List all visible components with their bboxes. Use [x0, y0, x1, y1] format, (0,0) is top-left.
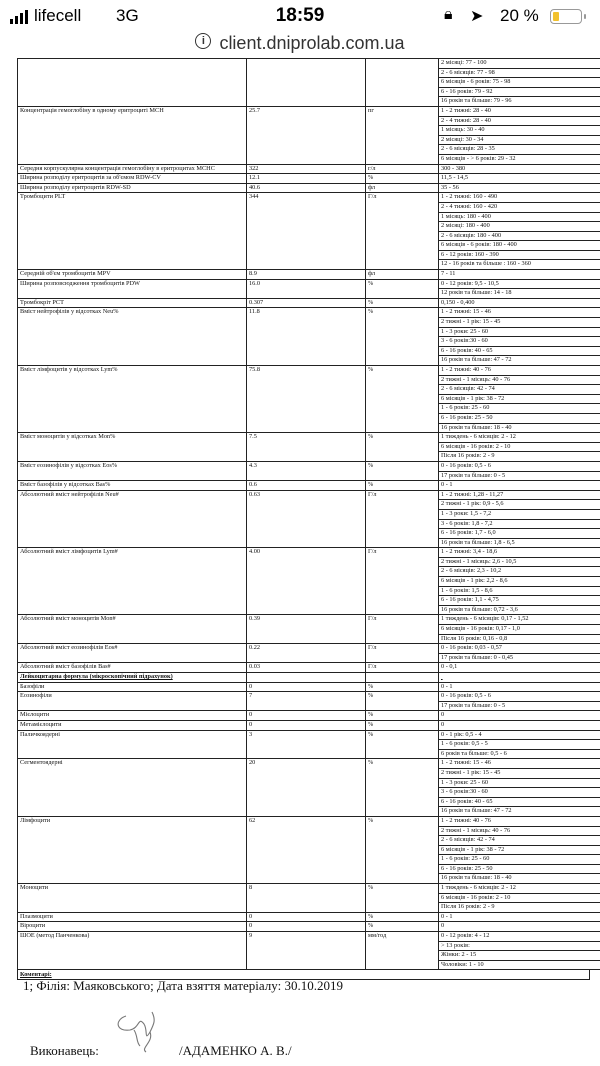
test-name: Абсолютний вміст лімфоцитів Lym#: [18, 548, 247, 615]
reference-line: 2 тижні - 1 місяць: 40 - 76: [439, 826, 600, 836]
test-unit: %: [366, 461, 439, 480]
test-unit: %: [366, 816, 439, 883]
test-unit: %: [366, 174, 439, 184]
reference-line: 6 місяців - 16 років: 0,17 - 1,0: [439, 624, 600, 634]
reference-line: Жінки: 2 - 15: [439, 950, 600, 960]
test-unit: %: [366, 720, 439, 730]
reference-line: 16 років та більше: 18 - 40: [439, 423, 600, 433]
test-unit: Г/л: [366, 644, 439, 663]
test-name: Плазмоцити: [18, 912, 247, 922]
test-value: 0.03: [247, 663, 366, 673]
reference-line: 2 місяці: 180 - 400: [439, 221, 600, 231]
reference-range: [439, 174, 600, 184]
reference-range: [439, 711, 600, 721]
table-row: [18, 720, 600, 730]
table-row: [18, 279, 600, 298]
table-row: [18, 730, 600, 759]
test-value: 3: [247, 730, 366, 759]
test-name: Середній об'єм тромбоцитів MPV: [18, 270, 247, 280]
reference-line: 0 - 0,1: [441, 663, 458, 671]
table-row: [18, 816, 600, 883]
reference-line: 1 - 6 років: 1,5 - 8,6: [439, 586, 600, 596]
reference-line: 1 - 6 років: 0,5 - 5: [439, 739, 600, 749]
reference-line: 1 - 2 тижні: 15 - 46: [441, 759, 491, 767]
test-unit: фл: [366, 183, 439, 193]
test-value: 16.0: [247, 279, 366, 298]
test-unit: %: [366, 730, 439, 759]
status-bar: [0, 0, 600, 32]
test-name: Вміст лімфоцитів у відсотках Lym%: [18, 366, 247, 433]
test-name: Абсолютний вміст базофілів Bas#: [18, 663, 247, 673]
test-name: Моноцити: [18, 884, 247, 913]
test-value: 11.8: [247, 308, 366, 366]
reference-line: 6 місяців - 16 років: 2 - 10: [439, 893, 600, 903]
reference-line: 6 - 16 років: 1,1 - 4,75: [439, 595, 600, 605]
reference-line: 6 - 16 років: 25 - 50: [439, 864, 600, 874]
test-value: 0: [247, 922, 366, 932]
reference-range: [439, 183, 600, 193]
test-unit: Г/л: [366, 663, 439, 673]
test-value: 7: [247, 692, 366, 711]
reference-range: [439, 682, 600, 692]
test-unit: %: [366, 692, 439, 711]
reference-line: 6 - 16 років: 40 - 65: [439, 346, 600, 356]
reference-line: 0 - 16 років: 0,5 - 6: [441, 692, 491, 700]
reference-line: 2 місяці: 77 - 100: [441, 59, 487, 66]
test-name: Абсолютний вміст моноцитів Mon#: [18, 615, 247, 644]
test-value: 75.8: [247, 366, 366, 433]
test-name: Сегментоядерні: [18, 759, 247, 817]
reference-line: 1 - 2 тижні: 15 - 46: [441, 308, 491, 316]
test-name: Середня корпускулярна концентрація гемоглобіну в еритроцитах МСНС: [18, 164, 247, 174]
test-unit: %: [366, 298, 439, 308]
test-unit: %: [366, 922, 439, 932]
reference-line: 2 тижні - 1 рік: 0,9 - 5,6: [439, 499, 600, 509]
reference-range: [439, 164, 600, 174]
reference-line: 16 років та більше: 79 - 96: [439, 96, 600, 106]
table-row: [18, 548, 600, 615]
test-unit: %: [366, 912, 439, 922]
reference-range: [439, 932, 600, 970]
reference-range: [439, 106, 600, 164]
reference-range: [439, 922, 600, 932]
reference-line: 2 тижні - 1 місяць: 40 - 76: [439, 375, 600, 385]
test-value: 0: [247, 682, 366, 692]
test-unit: %: [366, 682, 439, 692]
branch-line: 1; Філія: Маяковського; Дата взяття матеріалу: 30.10.2019: [23, 978, 343, 993]
test-name: Концентрація гемоглобіну в одному еритроциті MCH: [18, 106, 247, 164]
test-value: 0: [247, 912, 366, 922]
test-value: 0.6: [247, 481, 366, 491]
table-row: [18, 183, 600, 193]
reference-range: [439, 59, 600, 107]
test-name: Базофіли: [18, 682, 247, 692]
test-value: 4.3: [247, 461, 366, 480]
reference-range: [439, 816, 600, 883]
test-value: 25.7: [247, 106, 366, 164]
reference-line: 0,150 - 0,400: [441, 298, 475, 306]
reference-line: 1 - 6 років: 25 - 60: [439, 854, 600, 864]
address-bar[interactable]: [0, 32, 600, 58]
reference-line: 2 - 4 тижні: 28 - 40: [439, 116, 600, 126]
reference-range: [439, 912, 600, 922]
executor-label: Виконавець:: [30, 1043, 99, 1058]
test-name: Абсолютний вміст еозинофілів Eos#: [18, 644, 247, 663]
reference-range: [439, 692, 600, 711]
test-name: Абсолютний вміст нейтрофілів Neu#: [18, 490, 247, 548]
reference-line: 1 - 3 роки: 25 - 60: [439, 327, 600, 337]
table-row: [18, 308, 600, 366]
reference-line: 3 - 6 років:30 - 60: [439, 336, 600, 346]
reference-line: 6 місяців - 1 рік: 38 - 72: [439, 394, 600, 404]
reference-range: [439, 298, 600, 308]
test-name: Віроцити: [18, 922, 247, 932]
table-row: [18, 298, 600, 308]
reference-line: 1 - 2 тижні: 3,4 - 18,6: [441, 548, 498, 556]
reference-line: Після 16 років: 2 - 9: [439, 902, 600, 912]
reference-line: 6 - 16 років: 25 - 50: [439, 413, 600, 423]
reference-line: Після 16 років: 2 - 9: [439, 451, 600, 461]
reference-range: [439, 548, 600, 615]
table-row: [18, 106, 600, 164]
test-name: Лімфоцити: [18, 816, 247, 883]
test-name: Вміст базофілів у відсотках Bas%: [18, 481, 247, 491]
test-name: Вміст моноцитів у відсотках Mon%: [18, 433, 247, 462]
test-value: 0.63: [247, 490, 366, 548]
test-name: Тромбокріт PCT: [18, 298, 247, 308]
test-unit: %: [366, 433, 439, 462]
reference-line: 6 місяців - > 6 років: 29 - 32: [439, 154, 600, 164]
reference-line: 6 місяців - 16 років: 2 - 10: [439, 442, 600, 452]
reference-line: 12 - 16 років та більше : 160 - 360: [439, 259, 600, 269]
test-value: 4.00: [247, 548, 366, 615]
reference-line: 0 - 1: [441, 481, 453, 489]
test-unit: Г/л: [366, 193, 439, 270]
test-value: 62: [247, 816, 366, 883]
test-value: 7.5: [247, 433, 366, 462]
test-name: Мієлоцити: [18, 711, 247, 721]
reference-line: 0 - 12 років: 4 - 12: [441, 932, 490, 940]
test-name: Ширина розподілу еритроцитів за об'ємом RDW-CV: [18, 174, 247, 184]
table-row: [18, 481, 600, 491]
test-value: 9: [247, 932, 366, 970]
table-row: [18, 912, 600, 922]
test-unit: %: [366, 759, 439, 817]
reference-range: [439, 308, 600, 366]
reference-line: 11,5 - 14,5: [441, 174, 469, 182]
reference-line: 17 років та більше: 0 - 0,45: [439, 653, 600, 663]
reference-line: 0: [441, 922, 445, 930]
results-table: [17, 58, 600, 970]
test-unit: %: [366, 308, 439, 366]
location-arrow-icon: ➤: [470, 8, 484, 25]
test-value: 12.1: [247, 174, 366, 184]
test-value: 0: [247, 711, 366, 721]
test-name: Ширина розповсюдження тромбоцитів PDW: [18, 279, 247, 298]
reference-line: 16 років та більше: 0,72 - 3,6: [439, 605, 600, 615]
test-unit: Г/л: [366, 548, 439, 615]
reference-range: [439, 644, 600, 663]
table-row: [18, 164, 600, 174]
battery-percent: 20 %: [500, 6, 539, 25]
table-row: [18, 615, 600, 644]
reference-line: 1 - 2 тижні: 28 - 40: [441, 106, 491, 114]
reference-range: [439, 270, 600, 280]
test-name: Тромбоцити PLT: [18, 193, 247, 270]
comments-label: Коментарі:: [17, 970, 590, 980]
info-icon[interactable]: i: [195, 33, 211, 49]
reference-line: 16 років та більше: 18 - 40: [439, 873, 600, 883]
reference-line: 6 - 16 років: 79 - 92: [439, 87, 600, 97]
table-row: [18, 759, 600, 817]
reference-line: 12 років та більше: 14 - 18: [439, 288, 600, 298]
reference-range: [439, 730, 600, 759]
reference-line: 1 місяць: 30 - 40: [439, 125, 600, 135]
test-name: ШОЕ (метод Панченкова): [18, 932, 247, 970]
table-row: [18, 174, 600, 184]
reference-range: [439, 615, 600, 644]
reference-line: 1 - 3 роки: 1,5 - 7,2: [439, 509, 600, 519]
reference-line: 1 тиждень - 6 місяців: 0,17 - 1,52: [441, 615, 529, 623]
table-row: [18, 692, 600, 711]
clock: 18:59: [275, 5, 325, 26]
test-unit: %: [366, 884, 439, 913]
test-value: [247, 59, 366, 107]
reference-range: [439, 433, 600, 462]
test-unit: фл: [366, 270, 439, 280]
reference-line: 0: [441, 711, 445, 719]
test-value: 0.39: [247, 615, 366, 644]
reference-line: 6 місяців - 6 років: 75 - 98: [439, 77, 600, 87]
reference-line: 6 місяців - 6 років: 180 - 400: [439, 240, 600, 250]
test-unit: [366, 59, 439, 107]
reference-line: 17 років та більше: 0 - 5: [439, 701, 600, 711]
table-row: [18, 884, 600, 913]
test-unit: Г/л: [366, 490, 439, 548]
test-value: 344: [247, 193, 366, 270]
table-row: [18, 922, 600, 932]
network-type: 3G: [116, 6, 139, 25]
reference-line: 6 років та більше: 0,5 - 6: [439, 749, 600, 759]
reference-line: 2 тижні - 1 рік: 15 - 45: [439, 768, 600, 778]
reference-line: 16 років та більше: 47 - 72: [439, 806, 600, 816]
table-row: [18, 644, 600, 663]
test-name: Метамієлоцити: [18, 720, 247, 730]
reference-line: 2 тижні - 1 рік: 15 - 45: [439, 317, 600, 327]
test-value: 0.307: [247, 298, 366, 308]
reference-line: [439, 673, 600, 682]
reference-line: 1 - 2 тижні: 160 - 490: [441, 193, 498, 201]
reference-line: 300 - 380: [441, 164, 466, 172]
test-value: 322: [247, 164, 366, 174]
table-row: [18, 490, 600, 548]
table-row: [18, 59, 600, 107]
reference-line: 16 років та більше: 47 - 72: [439, 355, 600, 365]
reference-line: 35 - 56: [441, 183, 459, 191]
reference-line: 7 - 11: [441, 270, 456, 278]
reference-line: 1 місяць: 180 - 400: [439, 212, 600, 222]
test-name: Вміст нейтрофілів у відсотках Neu%: [18, 308, 247, 366]
reference-range: [439, 490, 600, 548]
reference-line: 1 тиждень - 6 місяців: 2 - 12: [441, 884, 516, 892]
reference-line: 0 - 1: [441, 912, 453, 920]
reference-range: [439, 193, 600, 270]
test-name: [18, 59, 247, 107]
reference-line: 17 років та більше: 0 - 5: [439, 471, 600, 481]
reference-line: 2 - 6 місяців: 2,3 - 10,2: [439, 566, 600, 576]
test-unit: %: [366, 279, 439, 298]
test-unit: %: [366, 711, 439, 721]
test-name: Паличкоядерні: [18, 730, 247, 759]
test-unit: %: [366, 481, 439, 491]
test-value: 0.22: [247, 644, 366, 663]
reference-line: 6 - 16 років: 40 - 65: [439, 797, 600, 807]
table-row: [18, 461, 600, 480]
test-unit: пг: [366, 106, 439, 164]
url-text[interactable]: client.dniprolab.com.ua: [219, 32, 405, 53]
test-unit: [366, 673, 439, 683]
section-header-row: [18, 673, 600, 683]
lab-report: [17, 58, 588, 980]
reference-line: 1 - 2 тижні: 1,28 - 11,27: [441, 490, 504, 498]
reference-line: 6 місяців - 1 рік: 38 - 72: [439, 845, 600, 855]
reference-line: 6 - 16 років: 1,7 - 6,0: [439, 528, 600, 538]
reference-line: 6 місяців - 1 рік: 2,2 - 8,6: [439, 576, 600, 586]
reference-line: 2 - 6 місяців: 28 - 35: [439, 144, 600, 154]
reference-line: 1 - 6 років: 25 - 60: [439, 403, 600, 413]
reference-line: 0 - 16 років: 0,03 - 0,57: [441, 644, 502, 652]
reference-line: 2 - 6 місяців: 180 - 400: [439, 231, 600, 241]
reference-range: [439, 673, 600, 683]
reference-line: 2 - 6 місяців: 77 - 98: [439, 68, 600, 78]
reference-range: [439, 279, 600, 298]
test-value: 8: [247, 884, 366, 913]
test-value: 0: [247, 720, 366, 730]
reference-line: 0 - 16 років: 0,5 - 6: [441, 461, 491, 469]
test-value: 8.9: [247, 270, 366, 280]
test-value: 20: [247, 759, 366, 817]
reference-line: 1 - 2 тижні: 40 - 76: [441, 816, 491, 824]
table-row: [18, 711, 600, 721]
reference-range: [439, 481, 600, 491]
test-name: Вміст еозинофілів у відсотках Eos%: [18, 461, 247, 480]
test-unit: г/л: [366, 164, 439, 174]
test-name: Еозинофіли: [18, 692, 247, 711]
test-value: [247, 673, 366, 683]
rotation-lock-icon: 🔒︎: [444, 6, 453, 23]
reference-line: 1 - 3 роки: 25 - 60: [439, 778, 600, 788]
reference-line: 1 - 2 тижні: 40 - 76: [441, 366, 491, 373]
reference-line: 3 - 6 років: 1,8 - 7,2: [439, 519, 600, 529]
reference-line: 3 - 6 років:30 - 60: [439, 787, 600, 797]
reference-line: Після 16 років: 0,16 - 0,8: [439, 634, 600, 644]
reference-range: [439, 884, 600, 913]
table-row: [18, 366, 600, 433]
battery-icon: [550, 9, 582, 24]
reference-line: 1 тиждень - 6 місяців: 2 - 12: [441, 433, 516, 441]
test-value: 40.6: [247, 183, 366, 193]
reference-range: [439, 461, 600, 480]
reference-line: 0: [441, 720, 445, 728]
reference-line: Чоловіки: 1 - 10: [439, 960, 600, 970]
signature-image: [104, 1002, 184, 1054]
reference-line: 2 - 6 місяців: 42 - 74: [439, 384, 600, 394]
table-row: [18, 682, 600, 692]
table-row: [18, 932, 600, 970]
test-name: Ширина розподілу еритроцитів RDW-SD: [18, 183, 247, 193]
test-unit: Г/л: [366, 615, 439, 644]
table-row: [18, 193, 600, 270]
reference-line: 0 - 1 рік: 0,5 - 4: [441, 730, 482, 738]
executor-name: /АДАМЕНКО А. В./: [179, 1043, 292, 1058]
table-row: [18, 270, 600, 280]
test-unit: мм/год: [366, 932, 439, 970]
reference-line: 2 тижні - 1 місяць: 2,6 - 10,5: [439, 557, 600, 567]
reference-range: [439, 720, 600, 730]
reference-line: 6 - 12 років: 160 - 390: [439, 250, 600, 260]
carrier-name: lifecell: [34, 6, 82, 25]
reference-range: [439, 663, 600, 673]
reference-range: [439, 366, 600, 433]
reference-line: > 13 років:: [439, 941, 600, 951]
reference-line: 2 - 6 місяців: 42 - 74: [439, 835, 600, 845]
reference-line: 0 - 1: [441, 682, 453, 690]
table-row: [18, 663, 600, 673]
test-unit: %: [366, 366, 439, 433]
reference-range: [439, 759, 600, 817]
table-row: [18, 433, 600, 462]
reference-line: 2 - 4 тижні: 160 - 420: [439, 202, 600, 212]
reference-line: 2 місяці: 30 - 34: [439, 135, 600, 145]
reference-line: 16 років та більше: 1,8 - 6,5: [439, 538, 600, 548]
test-name: Лейкоцитарна формула (мікроскопічний підрахунок): [18, 673, 247, 683]
reference-line: 0 - 12 років: 9,5 - 10,5: [441, 279, 499, 287]
